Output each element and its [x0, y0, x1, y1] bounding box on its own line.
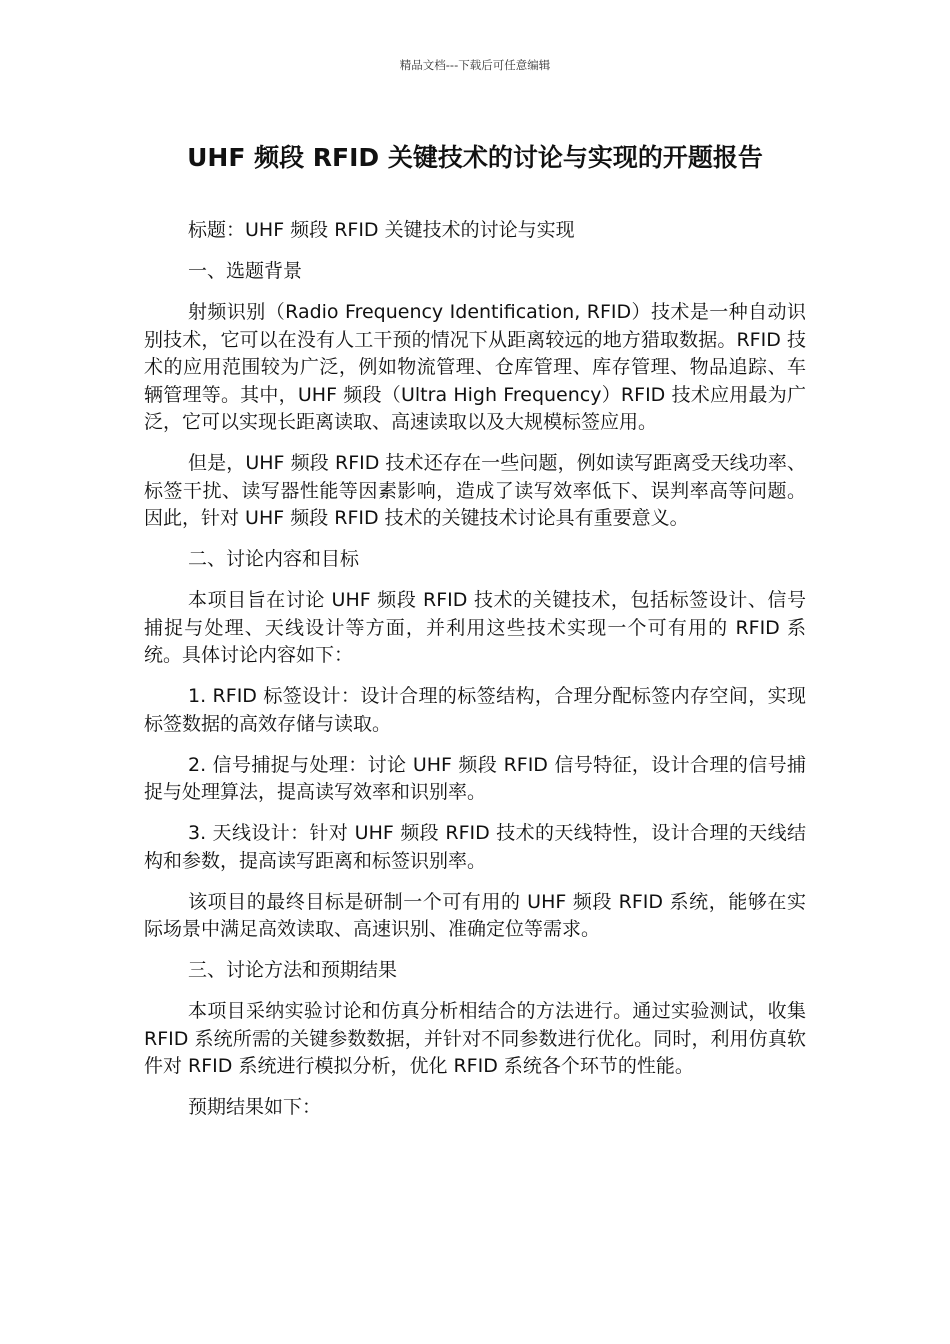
list-item-tag-design: 1. RFID 标签设计：设计合理的标签结构，合理分配标签内存空间，实现标签数据的高效存储与读取。: [144, 685, 806, 735]
page-header: 精品文档---下载后可任意编辑: [399, 58, 551, 72]
paragraph-goal: 该项目的最终目标是研制一个可有用的 UHF 频段 RFID 系统，能够在实际场景中满足高效读取、高速识别、准确定位等需求。: [144, 890, 806, 940]
paragraph-expected-results: 预期结果如下：: [188, 1096, 322, 1118]
list-item-signal-processing: 2. 信号捕捉与处理：讨论 UHF 频段 RFID 信号特征，设计合理的信号捕捉与处理算法，提高读写效率和识别率。: [144, 753, 806, 803]
document-body: [144, 217, 806, 1135]
section-heading-background: 一、选题背景: [188, 260, 303, 282]
paragraph-method: 本项目采纳实验讨论和仿真分析相结合的方法进行。通过实验测试，收集 RFID 系统所需的关键参数数据，并针对不同参数进行优化。同时，利用仿真软件对 RFID 系统进行模拟分析，优化 RFID 系统各个环节的性能。: [144, 1000, 806, 1077]
paragraph-background-1: 射频识别（Radio Frequency Identification, RFID）技术是一种自动识别技术，它可以在没有人工干预的情况下从距离较远的地方猎取数据。RFID 技术的应用范围较为广泛，例如物流管理、仓库管理、库存管理、物品追踪、车辆管理等。其中，UHF 频段（Ultra High Frequency）RFID 技术应用最为广泛，它可以实现长距离读取、高速读取以及大规模标签应用。: [144, 301, 806, 433]
section-heading-method: 三、讨论方法和预期结果: [188, 959, 398, 981]
paragraph-background-2: 但是，UHF 频段 RFID 技术还存在一些问题，例如读写距离受天线功率、标签干扰、读写器性能等因素影响，造成了读写效率低下、误判率高等问题。因此，针对 UHF 频段 RFID 技术的关键技术讨论具有重要意义。: [144, 452, 806, 529]
list-item-antenna-design: 3. 天线设计：针对 UHF 频段 RFID 技术的天线特性，设计合理的天线结构和参数，提高读写距离和标签识别率。: [144, 822, 806, 872]
section-heading-content: 二、讨论内容和目标: [188, 548, 360, 570]
document-title: UHF 频段 RFID 关键技术的讨论与实现的开题报告: [187, 143, 763, 172]
paragraph-content-intro: 本项目旨在讨论 UHF 频段 RFID 技术的关键技术，包括标签设计、信号捕捉与处理、天线设计等方面，并利用这些技术实现一个可有用的 RFID 系统。具体讨论内容如下：: [144, 589, 806, 666]
subject-line: 标题：UHF 频段 RFID 关键技术的讨论与实现: [188, 219, 575, 241]
